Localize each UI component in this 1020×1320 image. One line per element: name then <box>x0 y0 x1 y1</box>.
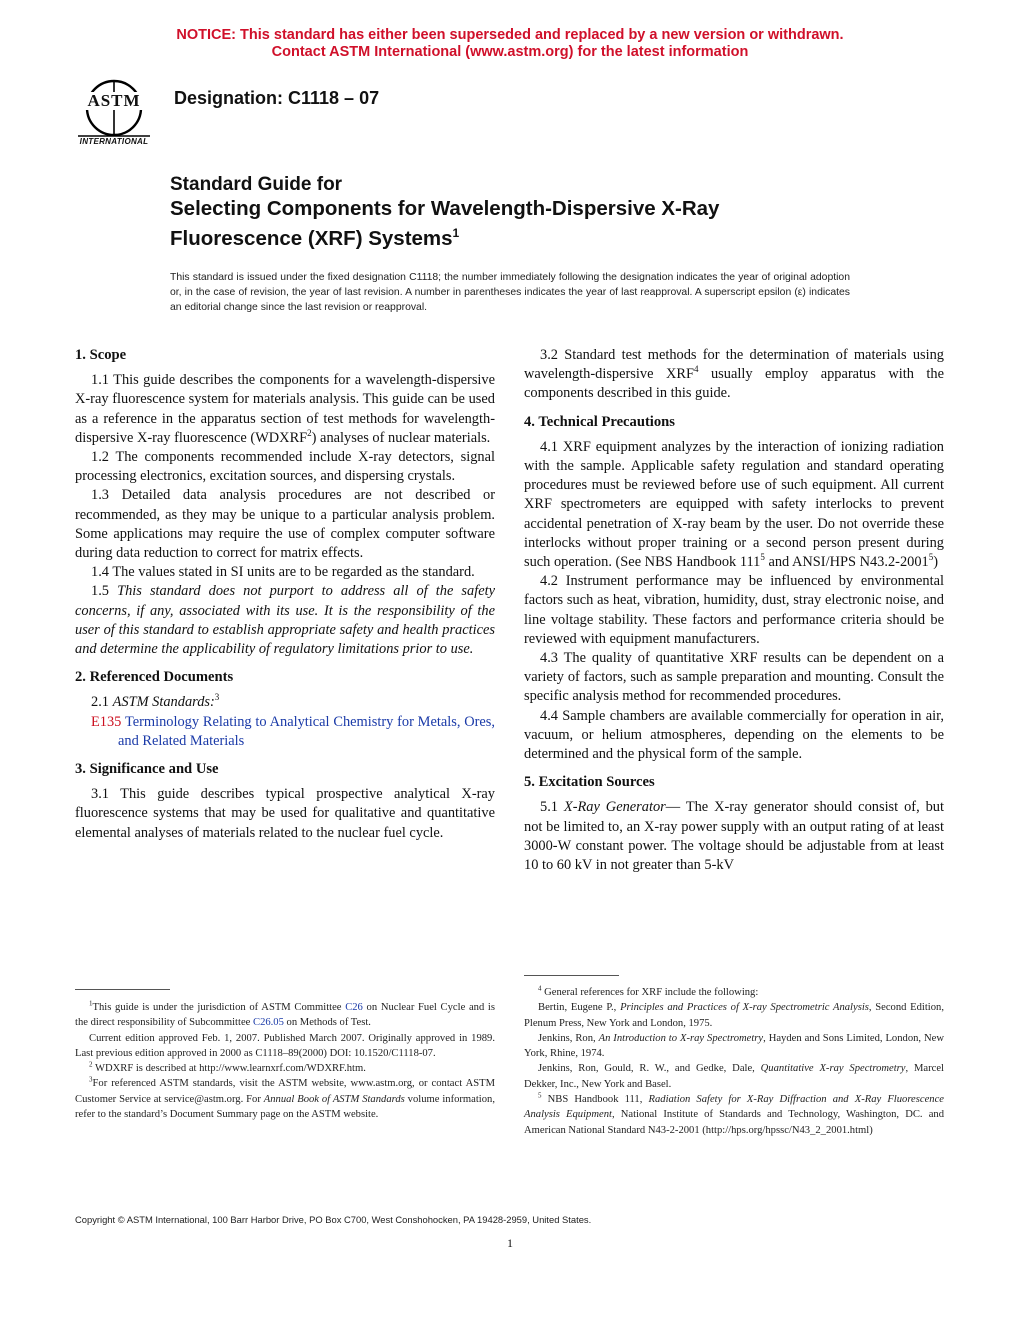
p2-1-text: ASTM Standards: <box>112 694 215 711</box>
right-column <box>524 346 944 875</box>
footnote-2 <box>75 1061 495 1076</box>
paragraph-4-4: 4.4 Sample chambers are available commercially for operation in air, vacuum, or helium atmospheres, depending on the elements to be determined and the physical form of the sample. <box>524 707 944 763</box>
ref-bertin-title: Principles and Practices of X-ray Spectrometric Analysis <box>620 1002 869 1014</box>
paragraph-1-3: 1.3 Detailed data analysis procedures are not described or recommended, as they may be unique to a particular analysis problem. Some applications may require the use of complex computer software during data reduction to correct for matrix effects. <box>75 487 495 562</box>
paragraph-5-1 <box>524 798 944 875</box>
section-heading-referenced: 2. Referenced Documents <box>75 669 234 686</box>
reference-jenkins-1 <box>524 1031 944 1062</box>
footnote-5 <box>524 1092 944 1138</box>
footnotes-right <box>524 985 944 1138</box>
section-heading-significance: 3. Significance and Use <box>75 761 219 778</box>
footnote-5-text-a: NBS Handbook 111, <box>541 1094 649 1106</box>
logo-subtitle: INTERNATIONAL <box>79 137 149 146</box>
p3-2-text-b: usually employ apparatus with the components described in this guide. <box>524 366 944 402</box>
copyright: Copyright © ASTM International, 100 Barr Harbor Drive, PO Box C700, West Conshohocken, PA 19428-2959, United States. <box>75 1214 592 1225</box>
footnote-5-text-b: , National Institute of Standards and Technology, Washington, DC. and American National Standard N43-2-2001 (http://hps.org/hpssc/N43_2_2001.html) <box>524 1109 944 1136</box>
footnote-5-mark: 5 <box>538 1091 542 1100</box>
reference-bertin <box>524 1000 944 1031</box>
paragraph-1-5 <box>75 582 495 659</box>
ref-title-link[interactable]: Terminology Relating to Analytical Chemistry for Metals, Ores, and Related Materials <box>118 713 495 749</box>
footnote-3-text-b: volume information, refer to the standard’s Document Summary page on the ASTM website. <box>75 1093 495 1121</box>
logo-letters: ASTM <box>83 92 145 110</box>
reference-jenkins-2 <box>524 1061 944 1092</box>
p1-1-text-a: 1.1 This guide describes the components for a wavelength-dispersive X-ray fluorescence system for materials analysis. This guide can be used as a reference in the apparatus section of test methods for wavelength-dispersive X-ray fluorescence (WDXRF <box>75 372 495 446</box>
p1-1-text-b: ) analyses of nuclear materials. <box>311 429 491 446</box>
notice-line-2: Contact ASTM International (www.astm.org) for the latest information <box>271 44 749 60</box>
footnote-3-mark: 3 <box>89 1075 93 1084</box>
footnote-ref-4[interactable]: 4 <box>693 364 699 375</box>
footnote-1-edition: Current edition approved Feb. 1, 2007. Published March 2007. Originally approved in 1989. Last previous edition approved in 2000 as C1118–89(2000) DOI: 10.1520/C1118-07. <box>75 1032 495 1059</box>
ref-jenkins2-title: Quantitative X-ray Spectrometry <box>760 1063 906 1075</box>
p4-1-text-c: ) <box>933 554 939 571</box>
paragraph-4-3: 4.3 The quality of quantitative XRF results can be dependent on a variety of factors, such as sample preparation and mounting. Consult the specific analysis method for recommended procedures. <box>524 650 944 705</box>
footnote-3-book: Annual Book of ASTM Standards <box>263 1093 405 1105</box>
p1-5-text: This standard does not purport to address all of the safety concerns, if any, associated with its use. It is the responsibility of the user of this standard to establish appropriate safety and health practices and determine the applicability of regulatory limitations prior to use. <box>75 583 495 658</box>
document-title <box>170 174 719 251</box>
footnote-rule-right <box>524 975 619 976</box>
footnote-ref-2[interactable]: 2 <box>307 428 312 439</box>
footnote-4 <box>524 985 944 1000</box>
paragraph-4-1 <box>524 438 944 572</box>
p4-1-text-b: and ANSI/HPS N43.2-2001 <box>764 554 929 571</box>
p4-1-text-a: 4.1 XRF equipment analyzes by the interaction of ionizing radiation with the sample. Applicable safety regulation and standard operating procedures must be reviewed before use of such equipment. All current XRF spectrometers are equipped with safety interlocks to prevent accidental penetration of X-ray beam by the user. Do not override these interlocks without proper training or a second person present during such operation. (See NBS Handbook 111 <box>524 438 944 571</box>
footnote-3-text-a: For referenced ASTM standards, visit the ASTM website, www.astm.org, or contact ASTM Customer Service at service@astm.org. For <box>75 1078 495 1105</box>
left-column <box>75 346 495 843</box>
footnote-5-title: Radiation Safety for X-Ray Diffraction and X-Ray Fluorescence Analysis Equipment <box>524 1094 944 1121</box>
title-line-3 <box>170 221 719 251</box>
ref-jenkins1-title: An Introduction to X-ray Spectrometry <box>598 1032 764 1044</box>
subcommittee-link[interactable]: C26.05 <box>253 1017 284 1029</box>
paragraph-3-1: 3.1 This guide describes typical prospective analytical X-ray fluorescence systems that may be used for qualitative and quantitative elemental analyses of materials related to the nuclear fuel cycle. <box>75 786 495 841</box>
section-heading-excitation: 5. Excitation Sources <box>524 774 655 791</box>
footnote-4-text: General references for XRF include the following: <box>541 987 759 998</box>
p5-1-number: 5.1 <box>540 799 564 816</box>
footnote-2-mark: 2 <box>89 1060 93 1069</box>
ref-jenkins2-pub: , Marcel Dekker, Inc., New York and Basel. <box>524 1063 944 1090</box>
page-number: 1 <box>507 1236 513 1250</box>
committee-link[interactable]: C26 <box>345 1002 363 1013</box>
withdrawal-notice <box>0 27 1020 61</box>
p3-2-text-a: 3.2 Standard test methods for the determination of materials using wavelength-dispersive XRF <box>524 347 944 383</box>
issued-statement: This standard is issued under the fixed designation C1118; the number immediately following the designation indicates the year of original adoption or, in the case of revision, the year of last revision. A number in parentheses indicates the year of last reapproval. A superscript epsilon (ε) indicates an editorial change since the last revision or reapproval. <box>170 272 850 313</box>
ref-jenkins2-author: Jenkins, Ron, Gould, R. W., and Gedke, Dale, <box>538 1063 761 1075</box>
ref-bertin-author: Bertin, Eugene P., <box>538 1002 621 1014</box>
title-line-3-text: Fluorescence (XRF) Systems <box>170 226 453 250</box>
footnote-1-text-b: on Nuclear Fuel Cycle and is the direct responsibility of Subcommittee <box>75 1002 495 1029</box>
notice-line-1: NOTICE: This standard has either been superseded and replaced by a new version or withdrawn. <box>176 27 844 43</box>
footnote-1-mark: 1 <box>89 999 93 1008</box>
designation: Designation: C1118 – 07 <box>174 88 380 108</box>
paragraph-2-1 <box>75 693 495 712</box>
paragraph-1-4: 1.4 The values stated in SI units are to be regarded as the standard. <box>91 564 475 581</box>
ref-code-link[interactable]: E135 <box>91 713 122 730</box>
footnote-2-text: WDXRF is described at http://www.learnxrf.com/WDXRF.htm. <box>92 1063 366 1075</box>
p2-1-number: 2.1 <box>91 694 113 711</box>
paragraph-3-2 <box>524 346 944 404</box>
footnote-4-mark: 4 <box>538 984 542 993</box>
p5-1-label: X-Ray Generator <box>563 799 666 816</box>
footnote-1 <box>75 1000 495 1031</box>
footnote-rule-left <box>75 989 170 990</box>
p1-5-number: 1.5 <box>91 583 118 600</box>
footnote-ref-5a[interactable]: 5 <box>760 552 765 563</box>
paragraph-1-1 <box>75 371 495 448</box>
footnotes-left <box>75 1000 495 1122</box>
footnote-ref-3[interactable]: 3 <box>214 692 220 703</box>
title-footnote-mark: 1 <box>452 226 460 240</box>
footnote-1-text-c: on Methods of Test. <box>283 1017 371 1029</box>
p5-1-text: — The X-ray generator should consist of, but not be limited to, an X-ray power supply with an output rating of at least 3000-W constant power. The voltage should be adjustable from at least 10 to 60 kV in not greater than 5-kV <box>524 799 944 874</box>
footnote-ref-5b[interactable]: 5 <box>928 552 934 563</box>
title-line-1: Standard Guide for <box>170 174 343 195</box>
astm-logo <box>66 76 162 150</box>
ref-bertin-pub: , Second Edition, Plenum Press, New York and London, 1975. <box>524 1002 944 1029</box>
paragraph-1-2: 1.2 The components recommended include X-ray detectors, signal processing electronics, excitation sources, and dispersing crystals. <box>75 449 495 485</box>
section-heading-precautions: 4. Technical Precautions <box>524 413 675 430</box>
footnote-3 <box>75 1076 495 1122</box>
ref-jenkins1-pub: , Hayden and Sons Limited, London, New York, Rhine, 1974. <box>524 1032 944 1060</box>
section-heading-scope: 1. Scope <box>75 347 127 363</box>
ref-jenkins1-author: Jenkins, Ron, <box>538 1032 599 1044</box>
paragraph-4-2: 4.2 Instrument performance may be influenced by environmental factors such as heat, vibration, humidity, dust, stray electronic noise, and line voltage stability. These factors and performance criteria should be reviewed with equipment manufacturers. <box>524 573 944 647</box>
title-line-2: Selecting Components for Wavelength-Dispersive X-Ray <box>170 197 720 220</box>
footnote-1-text-a: This guide is under the jurisdiction of ASTM Committee <box>92 1002 346 1013</box>
reference-e135[interactable] <box>75 713 495 751</box>
